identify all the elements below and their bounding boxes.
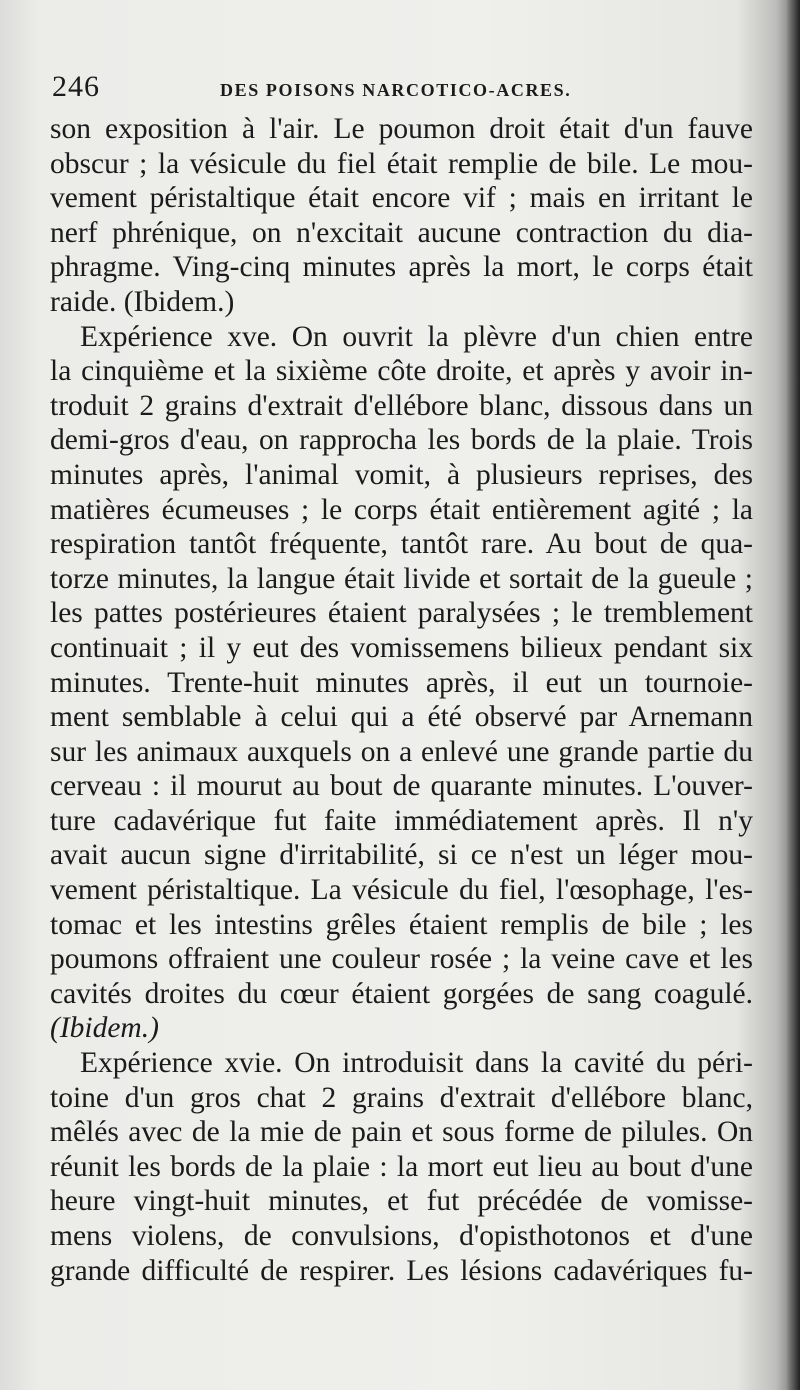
text-line: torze minutes, la langue était livide et sortait de la gueule ; (50, 562, 753, 595)
text-line: minutes. Trente-huit minutes après, il eut un tournoie- (50, 666, 753, 699)
text-line: heure vingt-huit minutes, et fut précédée de vomisse- (50, 1185, 753, 1218)
text-line: Expérience xve. On ouvrit la plèvre d'un chien entre (80, 320, 753, 353)
text-line: cavités droites du cœur étaient gorgées de sang coagulé. (50, 977, 753, 1010)
text-line: tomac et les intestins grêles étaient remplis de bile ; les (50, 908, 753, 941)
text-line: ture cadavérique fut faite immédiatement après. Il n'y (50, 804, 753, 837)
text-line: continuait ; il y eut des vomissemens bilieux pendant six (50, 631, 753, 664)
text-line: minutes après, l'animal vomit, à plusieurs reprises, des (50, 458, 753, 491)
text-line: (Ibidem.) (50, 1012, 159, 1045)
text-line: sur les animaux auxquels on a enlevé une grande partie du (50, 735, 753, 768)
text-line: mens violens, de convulsions, d'opisthotonos et d'une (50, 1220, 753, 1252)
text-line: cerveau : il mourut au bout de quarante minutes. L'ouver- (50, 770, 753, 803)
text-line: son exposition à l'air. Le poumon droit était d'un fauve (50, 113, 753, 145)
text-line: toine d'un gros chat 2 grains d'extrait d'ellébore blanc, (50, 1081, 753, 1114)
text-line: Expérience xvie. On introduisit dans la cavité du péri- (80, 1047, 753, 1080)
text-line: nerf phrénique, on n'excitait aucune contraction du dia- (50, 216, 753, 249)
text-line: demi-gros d'eau, on rapprocha les bords de la plaie. Trois (50, 424, 753, 457)
text-line: obscur ; la vésicule du fiel était remplie de bile. Le mou- (50, 147, 753, 180)
text-line: vement péristaltique était encore vif ; mais en irritant le (50, 182, 753, 215)
text-line: les pattes postérieures étaient paralysées ; le tremblement (50, 597, 753, 630)
page-number: 246 (52, 70, 100, 103)
text-line: grande difficulté de respirer. Les lésions cadavériques fu- (50, 1254, 753, 1287)
text-line: phragme. Ving-cinq minutes après la mort, le corps était (50, 251, 753, 284)
page-header (52, 70, 752, 110)
text-line: respiration tantôt fréquente, tantôt rare. Au bout de qua- (50, 528, 753, 561)
text-line: la cinquième et la sixième côte droite, et après y avoir in- (50, 355, 753, 388)
text-line: réunit les bords de la plaie : la mort eut lieu au bout d'une (50, 1150, 753, 1183)
text-line: mêlés avec de la mie de pain et sous forme de pilules. On (50, 1116, 753, 1149)
body-text (50, 112, 753, 1288)
text-line: matières écumeuses ; le corps était entièrement agité ; la (50, 493, 753, 526)
page-spine-shadow (786, 0, 800, 1390)
text-line: poumons offraient une couleur rosée ; la veine cave et les (50, 943, 753, 976)
text-line: avait aucun signe d'irritabilité, si ce n'est un léger mou- (50, 839, 753, 872)
running-title: DES POISONS NARCOTICO-ACRES. (220, 80, 572, 100)
text-line: raide. (Ibidem.) (50, 285, 235, 318)
text-line: vement péristaltique. La vésicule du fiel, l'œsophage, l'es- (50, 874, 753, 907)
text-line: ment semblable à celui qui a été observé par Arnemann (50, 701, 753, 734)
text-line: troduit 2 grains d'extrait d'ellébore blanc, dissous dans un (50, 389, 753, 422)
